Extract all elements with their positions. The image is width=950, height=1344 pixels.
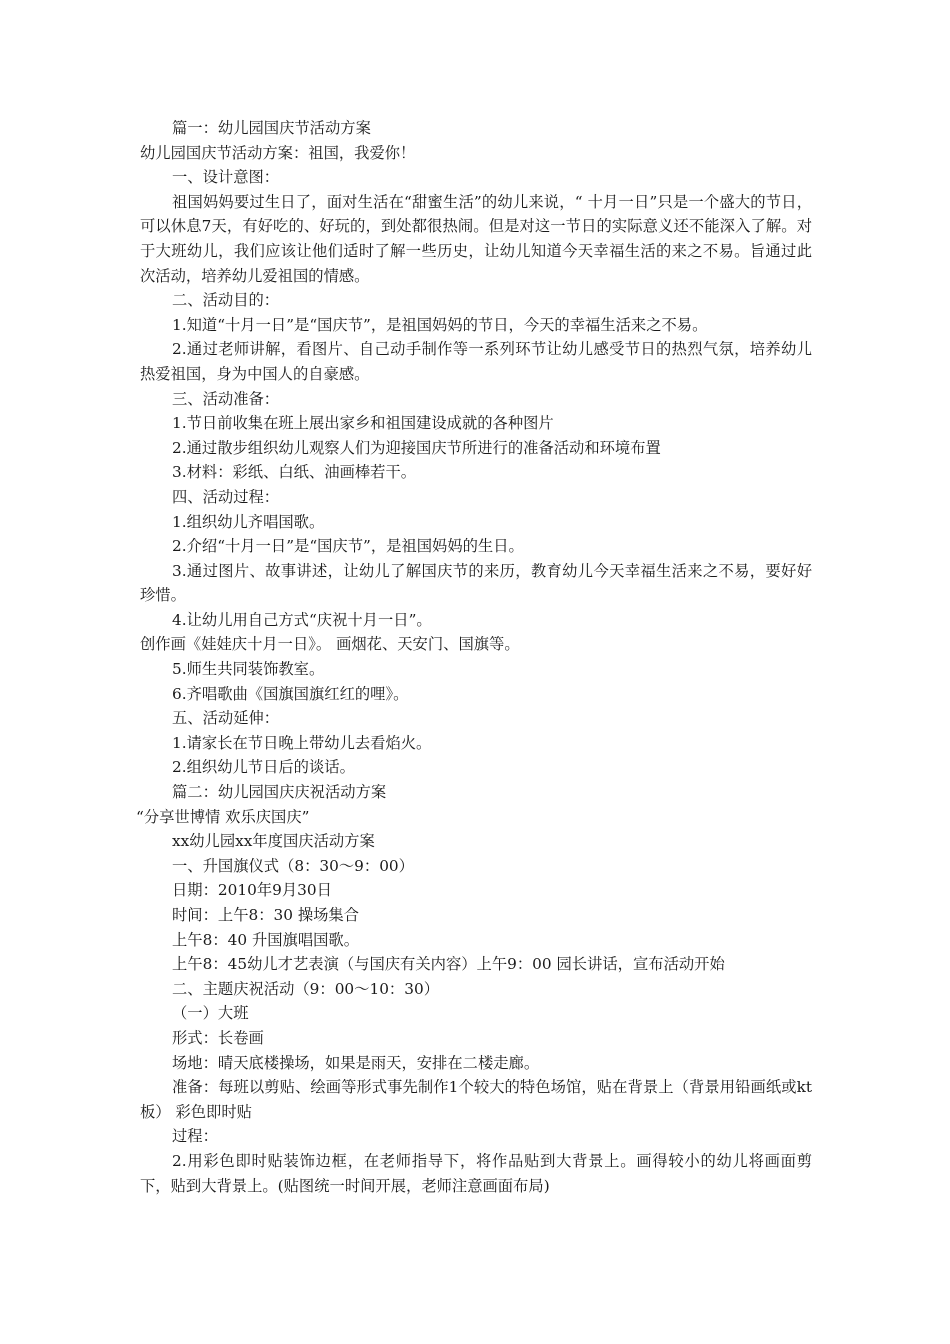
paragraph: 二、活动目的： bbox=[172, 291, 280, 310]
paragraph: 上午8：45幼儿才艺表演（与国庆有关内容）上午9：00 园长讲话，宣布活动开始 bbox=[172, 955, 725, 974]
paragraph: 幼儿园国庆节活动方案：祖国，我爱你！ bbox=[140, 143, 416, 162]
paragraph: 场地：晴天底楼操场，如果是雨天，安排在二楼走廊。 bbox=[172, 1053, 540, 1072]
paragraph: 过程： bbox=[172, 1127, 218, 1146]
paragraph: 1.知道“十月一日”是“国庆节”，是祖国妈妈的节日，今天的幸福生活来之不易。 bbox=[172, 315, 708, 334]
paragraph: 2.介绍“十月一日”是“国庆节”，是祖国妈妈的生日。 bbox=[172, 537, 524, 556]
paragraph: 4.让幼儿用自己方式“庆祝十月一日”。 bbox=[172, 610, 432, 629]
paragraph: “分享世博情 欢乐庆国庆” bbox=[136, 807, 310, 826]
paragraph: 二、主题庆祝活动（9：00～10：30） bbox=[172, 979, 439, 998]
paragraph: 3.通过图片、故事讲述，让幼儿了解国庆节的来历，教育幼儿今天幸福生活来之不易，要好好珍惜。 bbox=[140, 561, 812, 605]
paragraph: 准备：每班以剪贴、绘画等形式事先制作1个较大的特色场馆，贴在背景上（背景用铅画纸或kt板） 彩色即时贴 bbox=[140, 1078, 812, 1121]
paragraph: 五、活动延伸： bbox=[172, 709, 280, 728]
document-body bbox=[136, 116, 812, 1198]
paragraph: （一）大班 bbox=[172, 1004, 249, 1023]
paragraph: 2.通过散步组织幼儿观察人们为迎接国庆节所进行的准备活动和环境布置 bbox=[172, 438, 661, 457]
paragraph: 日期：2010年9月30日 bbox=[172, 881, 332, 900]
paragraph: 2.用彩色即时贴装饰边框，在老师指导下，将作品贴到大背景上。画得较小的幼儿将画面剪下，贴到大背景上。(贴图统一时间开展，老师注意画面布局) bbox=[140, 1151, 812, 1195]
paragraph: 形式：长卷画 bbox=[172, 1028, 264, 1047]
paragraph: 1.节日前收集在班上展出家乡和祖国建设成就的各种图片 bbox=[172, 414, 554, 433]
paragraph: 一、升国旗仪式（8：30～9：00） bbox=[172, 856, 414, 875]
paragraph: 2.通过老师讲解，看图片、自己动手制作等一系列环节让幼儿感受节日的热烈气氛，培养幼儿热爱祖国，身为中国人的自豪感。 bbox=[140, 340, 812, 383]
paragraph: 四、活动过程： bbox=[172, 487, 280, 506]
paragraph: 时间：上午8：30 操场集合 bbox=[172, 906, 360, 924]
paragraph: 2.组织幼儿节日后的谈话。 bbox=[172, 758, 355, 777]
paragraph: 5.师生共同装饰教室。 bbox=[172, 660, 325, 679]
paragraph: 上午8：40 升国旗唱国歌。 bbox=[172, 930, 360, 949]
paragraph: 祖国妈妈要过生日了，面对生活在“甜蜜生活”的幼儿来说，“ 十月一日”只是一个盛大的节日，可以休息7天，有好吃的、好玩的，到处都很热闹。但是对这一节日的实际意义还不能深入了解。对于大班幼儿，我们应该让他们适时了解一些历史，让幼儿知道今天幸福生活的来之不易。旨通过此次活动，培养幼儿爱祖国的情感。 bbox=[140, 192, 812, 285]
paragraph: xx幼儿园xx年度国庆活动方案 bbox=[172, 832, 375, 851]
paragraph: 篇二：幼儿园国庆庆祝活动方案 bbox=[172, 783, 387, 802]
paragraph: 1.请家长在节日晚上带幼儿去看焰火。 bbox=[172, 733, 432, 752]
paragraph: 篇一：幼儿园国庆节活动方案 bbox=[172, 119, 371, 137]
paragraph: 三、活动准备： bbox=[172, 389, 280, 408]
paragraph: 1.组织幼儿齐唱国歌。 bbox=[172, 512, 325, 531]
paragraph: 3.材料：彩纸、白纸、油画棒若干。 bbox=[172, 463, 417, 482]
paragraph: 一、设计意图： bbox=[172, 168, 280, 187]
paragraph: 6.齐唱歌曲《国旗国旗红红的哩》。 bbox=[172, 684, 409, 703]
paragraph: 创作画《娃娃庆十月一日》。 画烟花、天安门、国旗等。 bbox=[140, 635, 520, 654]
